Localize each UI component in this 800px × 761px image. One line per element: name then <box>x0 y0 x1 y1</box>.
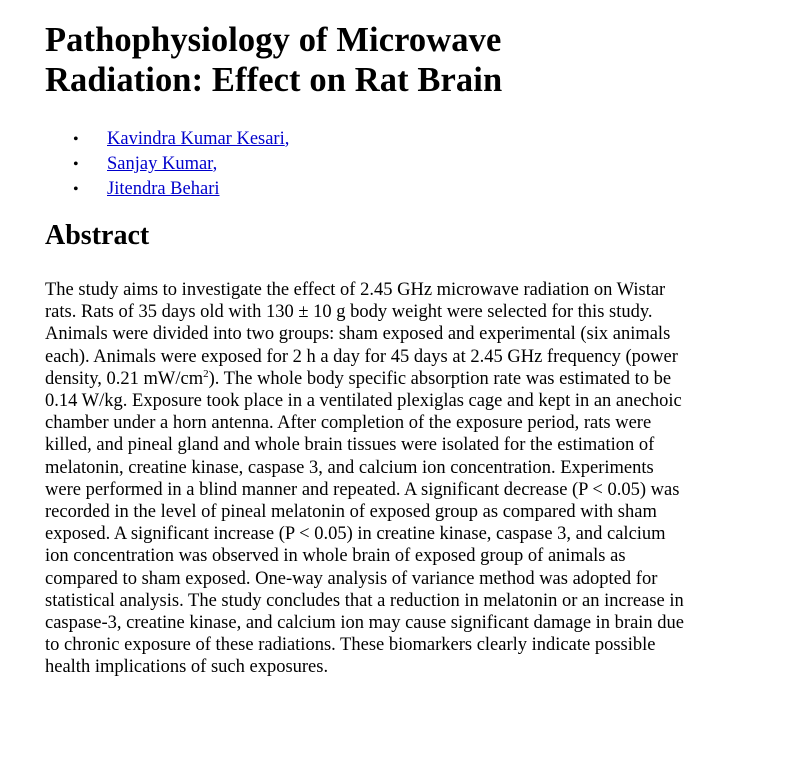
abstract-line-segment: ). The whole body specific absorption rate was estimated to be <box>208 368 672 389</box>
abstract-line: exposed. A significant increase (P < 0.05) in creatine kinase, caspase 3, and calcium <box>45 524 666 545</box>
bullet-icon: • <box>73 131 79 148</box>
author-separator: , <box>212 154 218 174</box>
abstract-line-segment: density, 0.21 mW/cm <box>45 368 204 389</box>
author-list-item <box>45 177 770 202</box>
abstract-line: health implications of such exposures. <box>45 657 329 678</box>
abstract-line: to chronic exposure of these radiations. These biomarkers clearly indicate possible <box>45 635 656 656</box>
author-separator: , <box>284 129 290 149</box>
abstract-line: ion concentration was observed in whole brain of exposed group of animals as <box>45 546 626 567</box>
abstract-line <box>45 368 770 390</box>
abstract-line: Animals were divided into two groups: sham exposed and experimental (six animals <box>45 324 671 345</box>
author-list <box>45 127 770 202</box>
abstract-line: statistical analysis. The study concludes that a reduction in melatonin or an increase in <box>45 590 684 611</box>
article-title <box>45 20 770 100</box>
abstract-line: melatonin, creatine kinase, caspase 3, and calcium ion concentration. Experiments <box>45 457 654 478</box>
abstract-line: compared to sham exposed. One-way analysis of variance method was adopted for <box>45 568 658 589</box>
author-name[interactable]: Kavindra Kumar Kesari <box>107 129 285 149</box>
author-name[interactable]: Sanjay Kumar <box>107 154 213 174</box>
author-list-item <box>45 127 770 152</box>
author-link-kesari[interactable] <box>107 127 289 152</box>
abstract-line: were performed in a blind manner and repeated. A significant decrease (P < 0.05) was <box>45 479 680 500</box>
abstract-line: recorded in the level of pineal melatonin of exposed group as compared with sham <box>45 502 657 523</box>
abstract-line: caspase-3, creatine kinase, and calcium ion may cause significant damage in brain due <box>45 613 685 634</box>
abstract-line: each). Animals were exposed for 2 h a day for 45 days at 2.45 GHz frequency (power <box>45 346 678 367</box>
author-name[interactable]: Jitendra Behari <box>107 179 220 199</box>
article-title-line-2: Radiation: Effect on Rat Brain <box>45 61 503 99</box>
author-link-kumar[interactable] <box>107 152 217 177</box>
abstract-line: chamber under a horn antenna. After completion of the exposure period, rats were <box>45 413 652 434</box>
author-list-item <box>45 152 770 177</box>
abstract-line: killed, and pineal gland and whole brain tissues were isolated for the estimation of <box>45 435 655 456</box>
author-link-behari[interactable] <box>107 177 220 202</box>
abstract-line: The study aims to investigate the effect of 2.45 GHz microwave radiation on Wistar <box>45 280 666 300</box>
abstract-heading: Abstract <box>45 220 150 251</box>
abstract-line: rats. Rats of 35 days old with 130 ± 10 g body weight were selected for this study. <box>45 302 653 323</box>
article-title-line-1: Pathophysiology of Microwave <box>45 21 502 59</box>
abstract-text <box>45 279 770 679</box>
bullet-icon: • <box>73 156 79 173</box>
superscript-exponent: 2 <box>203 367 209 380</box>
bullet-icon: • <box>73 181 79 198</box>
abstract-line: 0.14 W/kg. Exposure took place in a ventilated plexiglas cage and kept in an anechoic <box>45 391 682 412</box>
